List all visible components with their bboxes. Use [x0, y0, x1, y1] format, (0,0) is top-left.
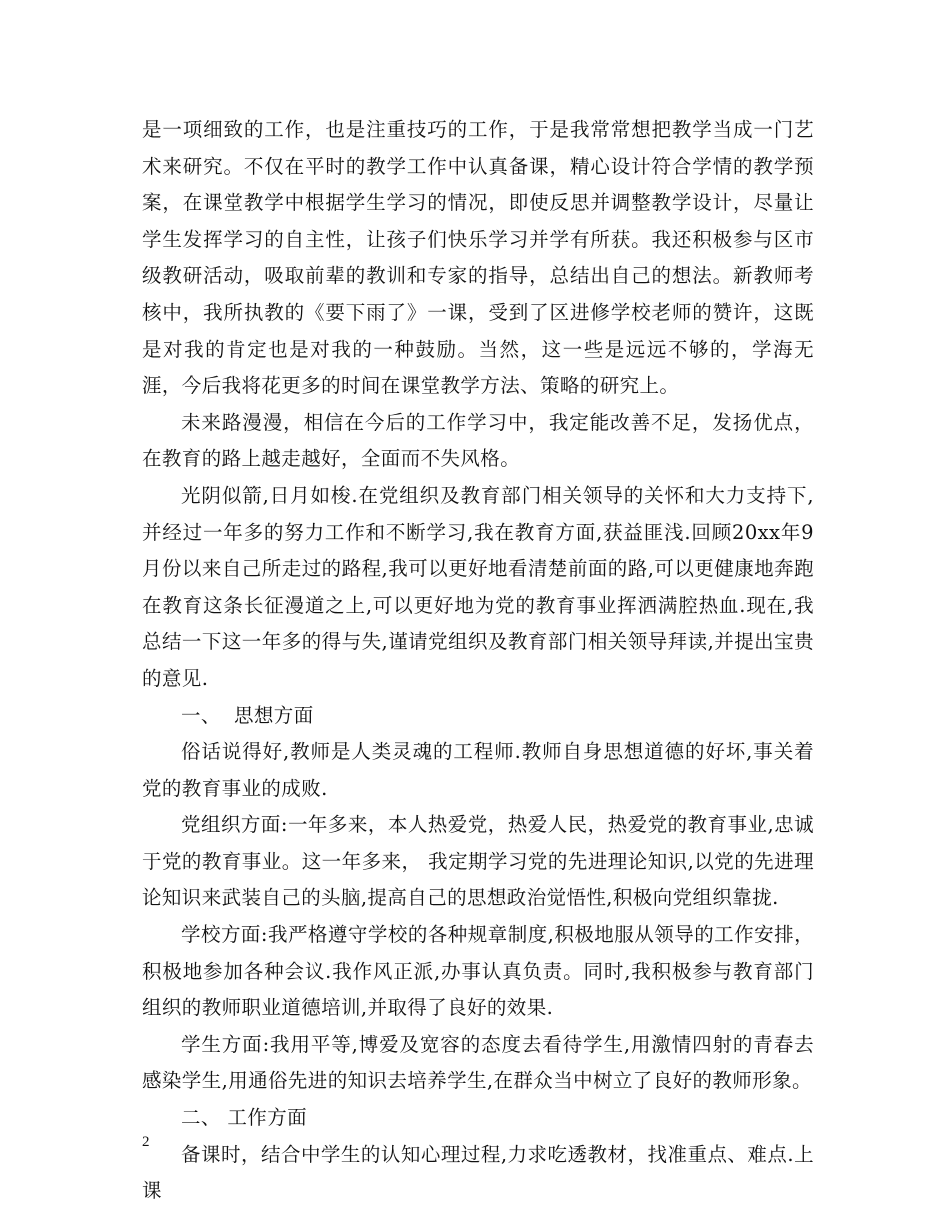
paragraph-party-organization: 党组织方面:一年多来，本人热爱党，热爱人民，热爱党的教育事业,忠诚于党的教育事业。这一年多来， 我定期学习党的先进理论知识,以党的先进理论知识来武装自己的头脑,提高自己的思想政治觉悟性,积极向党组织靠拢.	[142, 813, 814, 910]
section-heading-work: 二、 工作方面	[181, 1106, 307, 1130]
page-number: 2	[142, 1134, 150, 1150]
paragraph-lesson-preparation: 备课时，结合中学生的认知心理过程,力求吃透教材，找准重点、难点.上课	[142, 1142, 814, 1203]
paragraph-student-aspect: 学生方面:我用平等,博爱及宽容的态度去看待学生,用激情四射的青春去感染学生,用通俗先进的知识去培养学生,在群众当中树立了良好的教师形象。	[142, 1032, 814, 1093]
paragraph-teaching-research: 是一项细致的工作，也是注重技巧的工作，于是我常常想把教学当成一门艺术来研究。不仅在平时的教学工作中认真备课，精心设计符合学情的教学预案，在课堂教学中根据学生学习的情况，即使反思并调整教学设计，尽量让学生发挥学习的自主性，让孩子们快乐学习并学有所获。我还积极参与区市级教研活动，吸取前辈的教训和专家的指导，总结出自己的想法。新教师考核中，我所执教的《要下雨了》一课，受到了区进修学校老师的赞许，这既是对我的肯定也是对我的一种鼓励。当然，这一些是远远不够的，学海无涯，今后我将花更多的时间在课堂教学方法、策略的研究上。	[142, 118, 814, 398]
section-heading-thought: 一、 思想方面	[181, 703, 314, 727]
paragraph-year-review-intro: 光阴似箭,日月如梭.在党组织及教育部门相关领导的关怀和大力支持下,并经过一年多的努力工作和不断学习,我在教育方面,获益匪浅.回顾20xx年9月份以来自己所走过的路程,我可以更好地看清楚前面的路,可以更健康地奔跑在教育这条长征漫道之上,可以更好地为党的教育事业挥洒满腔热血.现在,我总结一下这一年多的得与失,谨请党组织及教育部门相关领导拜读,并提出宝贵的意见.	[142, 483, 814, 690]
body-text	[142, 112, 814, 1210]
paragraph-school-aspect: 学校方面:我严格遵守学校的各种规章制度,积极地服从领导的工作安排，积极地参加各种会议.我作风正派,办事认真负责。同时,我积极参与教育部门组织的教师职业道德培训,并取得了良好的效果.	[142, 923, 814, 1020]
paragraph-future-outlook: 未来路漫漫，相信在今后的工作学习中，我定能改善不足，发扬优点，在教育的路上越走越好，全面而不失风格。	[142, 410, 814, 471]
paragraph-teacher-morality: 俗话说得好,教师是人类灵魂的工程师.教师自身思想道德的好坏,事关着党的教育事业的成败.	[142, 740, 814, 800]
